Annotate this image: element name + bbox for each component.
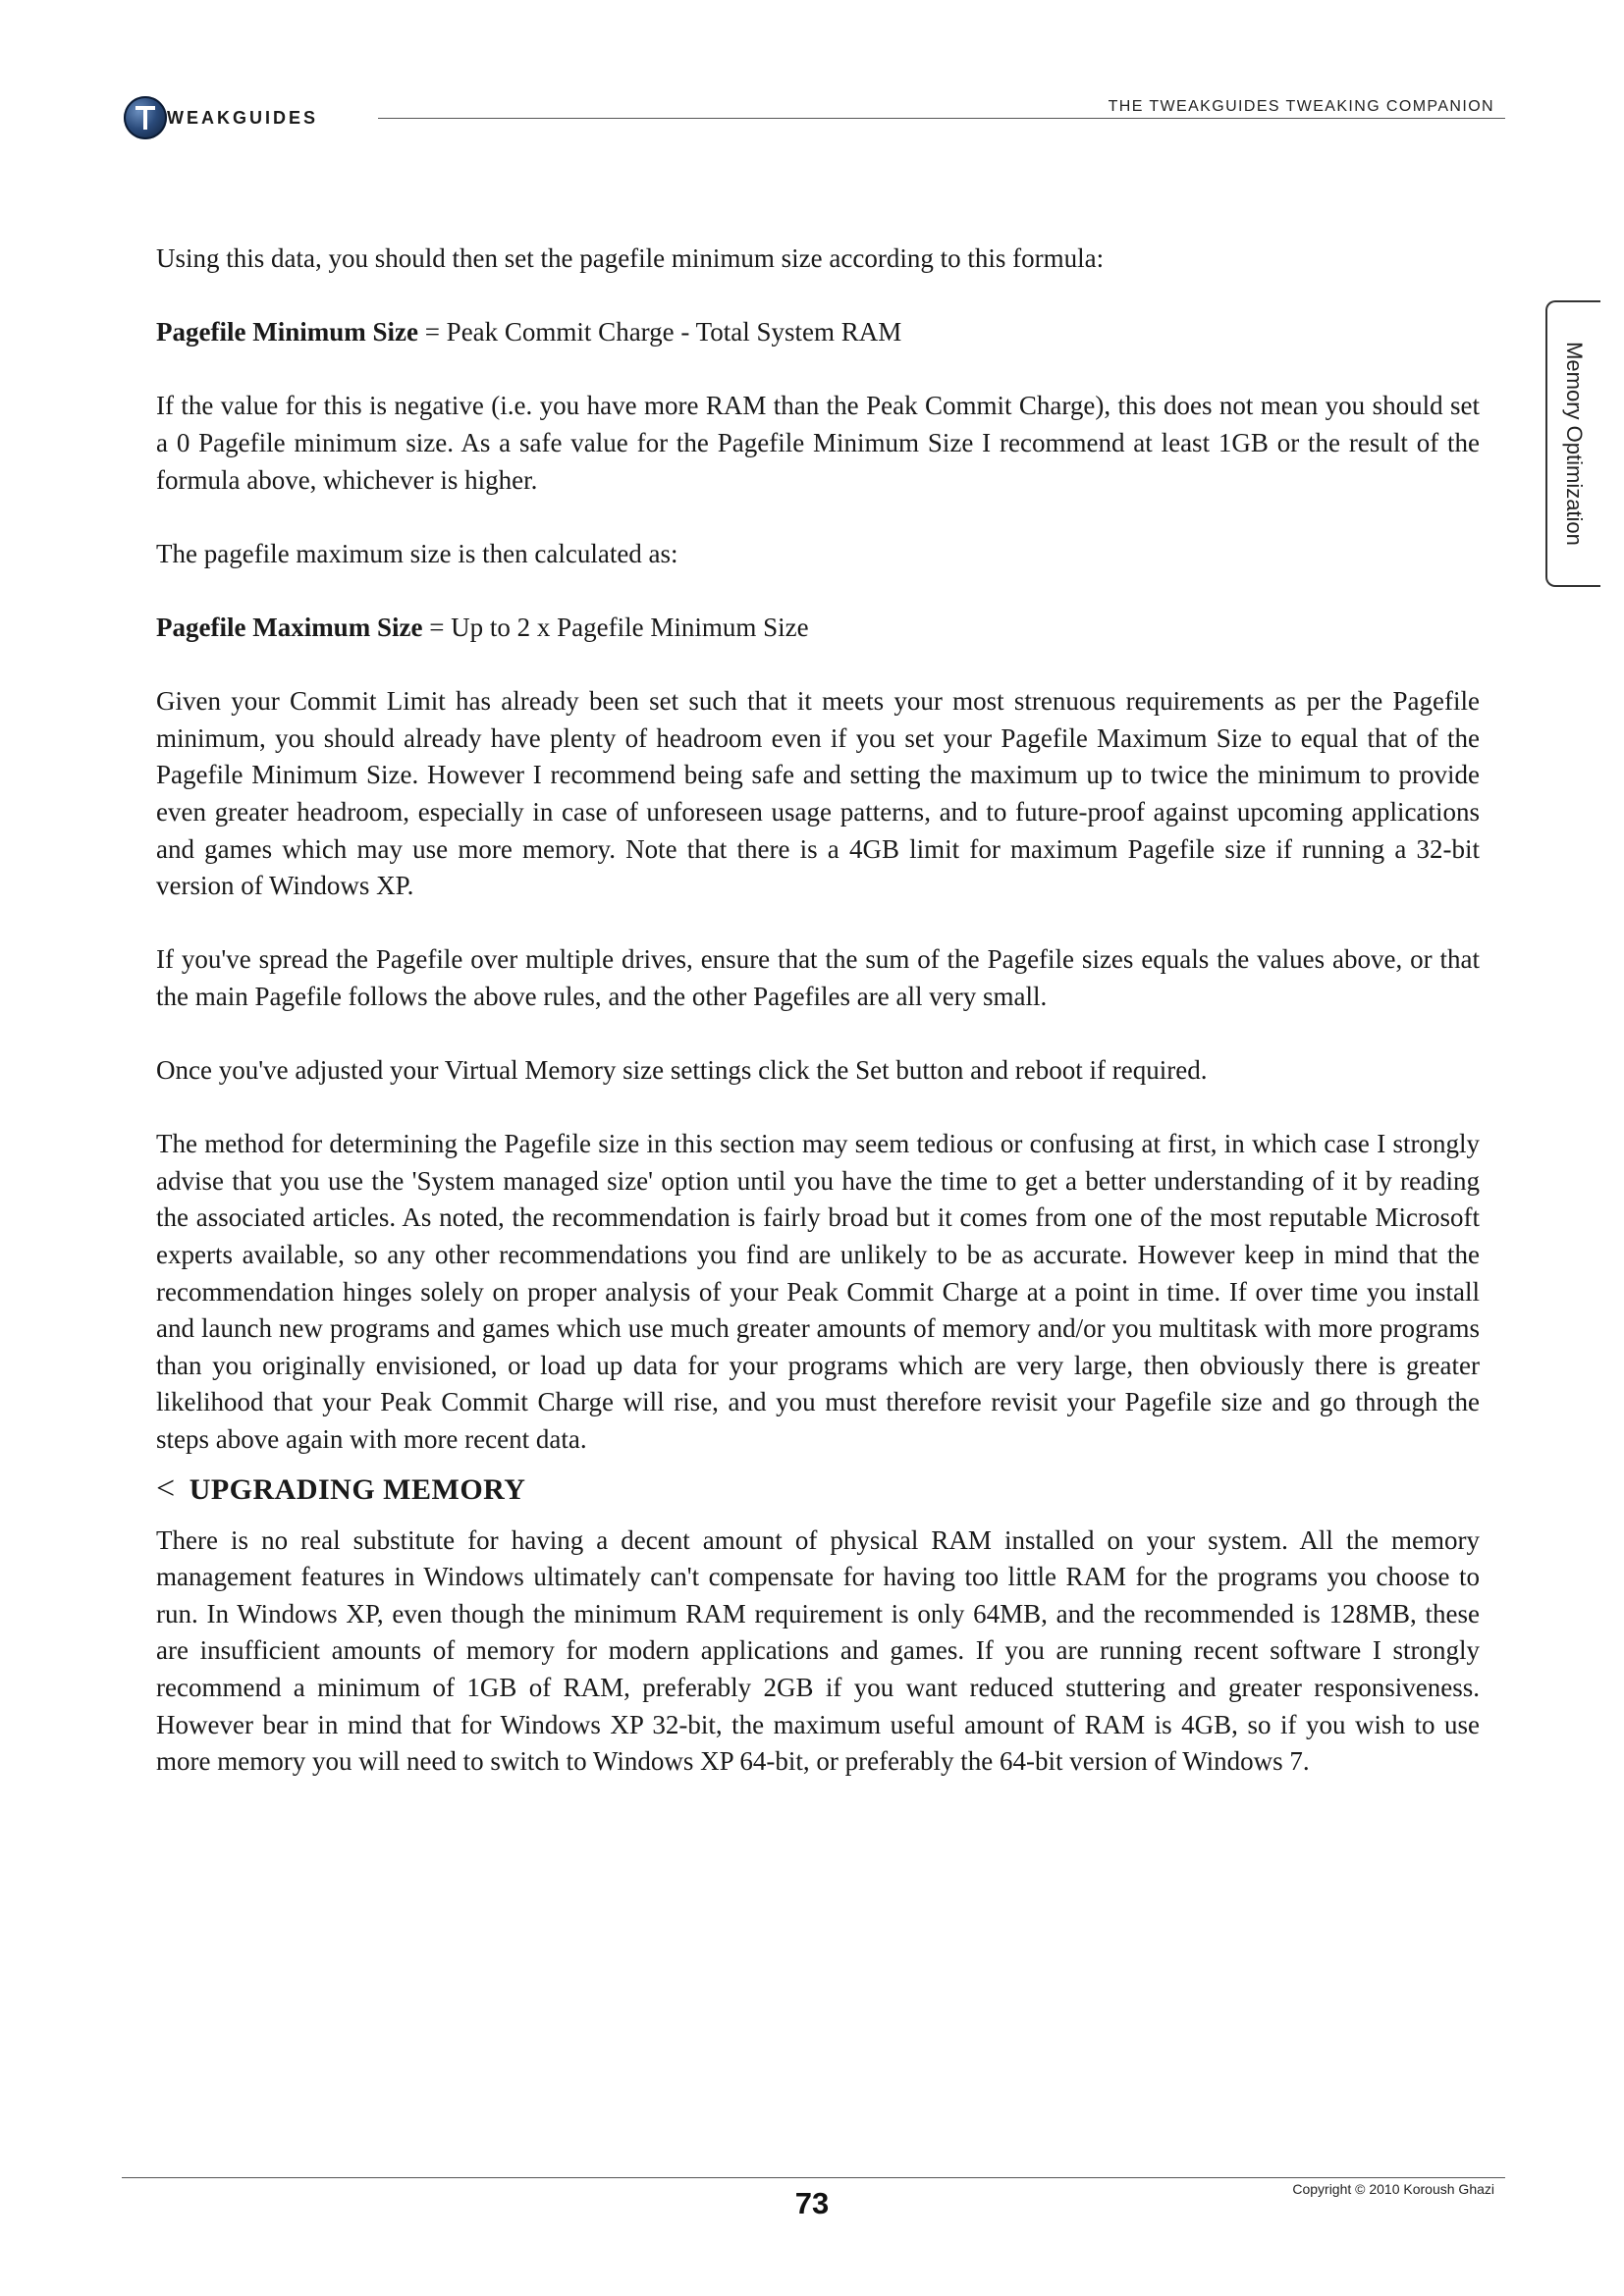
tweakguides-logo [124,94,369,143]
side-tab-label: Memory Optimization [1562,342,1587,546]
paragraph: The method for determining the Pagefile size in this section may seem tedious or confusing at first, in which case I strongly advise that you use the 'System managed size' option until you have the time to get a better understanding of it by reading the associated articles. As noted, the recommendation is fairly broad but it comes from one of the most reputable Microsoft experts available, so any other recommendations you find are unlikely to be as accurate. However keep in mind that the recommendation hinges solely on proper analysis of your Peak Commit Charge at a point in time. If over time you install and launch new programs and games which use much greater amounts of memory and/or you multitask with more programs than you originally envisioned, or load up data for your programs which are very large, then obviously there is greater likelihood that your Peak Commit Charge will rise, and you must therefore revisit your Pagefile size and go through the steps above again with more recent data. [156,1129,1480,1454]
paragraph: Using this data, you should then set the pagefile minimum size according to this formula: [156,243,1105,273]
section-heading [156,1468,1480,1512]
header-title: THE TWEAKGUIDES TWEAKING COMPANION [1108,98,1494,115]
paragraph: There is no real substitute for having a decent amount of physical RAM installed on your system. All the memory management features in Windows ultimately can't compensate for having too little RAM for the programs you choose to run. In Windows XP, even though the minimum RAM requirement is only 64MB, and the recommended is 128MB, these are insufficient amounts of memory for modern applications and games. If you are running recent software I strongly recommend a minimum of 1GB of RAM, preferably 2GB if you want reduced stuttering and greater responsiveness. However bear in mind that for Windows XP 32-bit, the maximum useful amount of RAM is 4GB, so if you wish to use more memory you will need to switch to Windows XP 64-bit, or preferably the 64-bit version of Windows 7. [156,1524,1480,1777]
formula-min-expression: = Peak Commit Charge - Total System RAM [417,317,902,347]
section-title: UPGRADING MEMORY [189,1472,526,1506]
formula-min-term: Pagefile Minimum Size [156,317,418,347]
paragraph: The pagefile maximum size is then calculated as: [156,538,678,568]
footer-divider [122,2177,1505,2178]
formula-max-term: Pagefile Maximum Size [156,612,423,642]
paragraph: If you've spread the Pagefile over multiple drives, ensure that the sum of the Pagefile sizes equals the values above, or that the main Pagefile follows the above rules, and the other Pagefiles are all very small. [156,944,1480,1011]
header-divider [378,118,1505,119]
copyright: Copyright © 2010 Koroush Ghazi [1292,2181,1494,2197]
formula-min [156,314,1480,351]
page-body [156,240,1480,1781]
paragraph: Given your Commit Limit has already been set such that it meets your most strenuous requirements as per the Pagefile minimum, you should already have plenty of headroom even if you set your Pagefile Maximum Size to equal that of the Pagefile Minimum Size. However I recommend being safe and setting the maximum up to twice the minimum to provide even greater headroom, especially in case of unforeseen usage patterns, and to future-proof against upcoming applications and games which may use more memory. Note that there is a 4GB limit for maximum Pagefile size if running a 32-bit version of Windows XP. [156,686,1480,901]
page-number: 73 [794,2186,830,2220]
paragraph: If the value for this is negative (i.e. you have more RAM than the Peak Commit Charge), this does not mean you should set a 0 Pagefile minimum size. As a safe value for the Pagefile Minimum Size I recommend at least 1GB or the result of the formula above, whichever is higher. [156,391,1480,495]
paragraph: Once you've adjusted your Virtual Memory size settings click the Set button and reboot if required. [156,1055,1208,1086]
formula-max-expression: = Up to 2 x Pagefile Minimum Size [422,612,809,642]
tweakguides-logo-icon [124,96,167,139]
logo-text: WEAKGUIDES [167,108,319,128]
formula-max [156,610,1480,647]
section-arrow-icon: < [156,1469,176,1507]
section-side-tab [1545,300,1600,587]
